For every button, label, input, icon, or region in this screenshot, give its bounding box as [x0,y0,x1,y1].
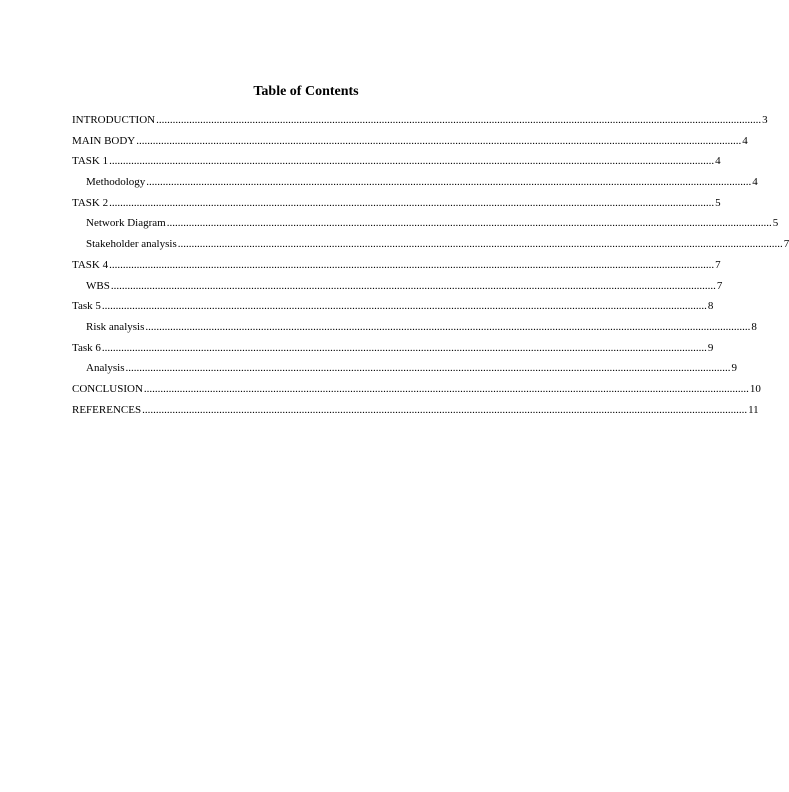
toc-entry-label: WBS [86,279,110,292]
toc-leader-dots: ............................................................................................................................................................................................................................ [109,258,715,271]
toc-entry-stakeholder-analysis[interactable] [72,237,789,258]
toc-entry-page: 4 [742,134,748,147]
toc-entry-label: Analysis [86,362,125,375]
toc-entry-main-body[interactable] [72,134,748,155]
toc-entry-label: Task 5 [72,300,101,313]
toc-entry-page: 11 [748,403,759,416]
toc-entry-label: Risk analysis [86,320,145,333]
toc-title: Table of Contents [253,84,359,99]
toc-entry-references[interactable] [72,403,759,424]
toc-entry-label: Stakeholder analysis [86,238,177,251]
toc-entry-introduction[interactable] [72,113,768,134]
toc-leader-dots: ............................................................................................................................................................................................................................ [145,320,751,333]
toc-entry-label: TASK 2 [72,196,109,209]
toc-entry-label: CONCLUSION [72,382,143,395]
toc-entry-methodology[interactable] [72,175,758,196]
toc-entry-page: 5 [772,217,779,230]
toc-entry-task-4[interactable] [72,258,721,279]
toc-leader-dots: ............................................................................................................................................................................................................................ [101,300,707,313]
toc-entry-wbs[interactable] [72,279,723,300]
toc-leader-dots: ............................................................................................................................................................................................................................ [125,362,731,375]
toc-leader-dots: ............................................................................................................................................................................................................................ [136,134,742,147]
toc-entry-page: 3 [762,114,768,126]
toc-leader-dots: ............................................................................................................................................................................................................................ [156,114,762,126]
toc-entry-page: 10 [749,382,761,395]
toc-entry-page: 7 [716,279,723,292]
toc-entry-label: Network Diagram [86,217,166,230]
toc-entry-network-diagram[interactable] [72,216,779,237]
toc-entry-label: MAIN BODY [72,134,136,147]
toc-entry-label: INTRODUCTION [72,114,156,126]
toc-leader-dots: ............................................................................................................................................................................................................................ [101,341,707,354]
toc-entry-conclusion[interactable] [72,382,761,403]
toc-entry-label: Task 6 [72,341,101,354]
toc-entry-task-2[interactable] [72,196,721,217]
toc-entry-page: 7 [715,258,721,271]
toc-entry-label: Methodology [86,176,146,189]
toc-leader-dots: ............................................................................................................................................................................................................................ [166,217,772,230]
toc-entry-page: 8 [707,300,714,313]
toc-entry-page: 4 [752,176,758,189]
toc-entry-task-5[interactable] [72,299,714,320]
toc-leader-dots: ............................................................................................................................................................................................................................ [146,176,752,189]
toc-entry-label: TASK 1 [72,155,109,168]
toc-entry-page: 9 [731,362,737,375]
toc-list [72,113,789,423]
toc-leader-dots: ............................................................................................................................................................................................................................ [142,403,748,416]
toc-entry-label: REFERENCES [72,403,142,416]
toc-leader-dots: ............................................................................................................................................................................................................................ [109,196,715,209]
toc-entry-task-6[interactable] [72,341,714,362]
toc-leader-dots: ............................................................................................................................................................................................................................ [177,238,783,251]
toc-entry-page: 9 [707,341,714,354]
toc-entry-risk-analysis[interactable] [72,320,757,341]
toc-leader-dots: ............................................................................................................................................................................................................................ [109,155,715,168]
toc-leader-dots: ............................................................................................................................................................................................................................ [110,279,716,292]
toc-entry-analysis[interactable] [72,361,737,382]
toc-entry-task-1[interactable] [72,154,721,175]
toc-leader-dots: ............................................................................................................................................................................................................................ [143,382,749,395]
toc-entry-page: 8 [751,320,757,333]
toc-entry-page: 5 [715,196,721,209]
toc-entry-page: 7 [783,238,789,251]
toc-entry-label: TASK 4 [72,258,109,271]
toc-entry-page: 4 [715,155,721,168]
